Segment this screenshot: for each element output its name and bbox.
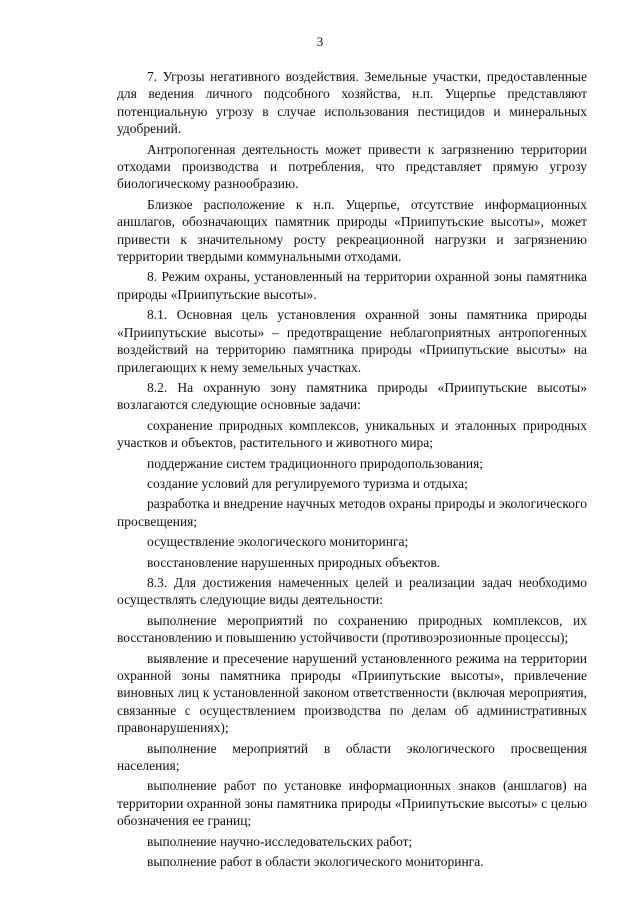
list-item: выполнение мероприятий в области экологического просвещения населения; (117, 740, 587, 774)
list-item: выполнение работ по установке информационных знаков (аншлагов) на территории охранной зоны памятника природы «Приипутьские высоты» с целью обозначения ее границ; (117, 778, 587, 829)
list-item: осуществление экологического мониторинга; (147, 534, 409, 550)
list-item: разработка и внедрение научных методов охраны природы и экологического просвещения; (117, 496, 587, 529)
paragraph: 7. Угрозы негативного воздействия. Земельные участки, предоставленные для ведения личного подсобного хозяйства, н.п. Ущерпье представляют потенциальную угрозу в случае использования пестицидов и минеральных удобрений. (117, 69, 587, 137)
paragraph: Антропогенная деятельность может привести к загрязнению территории отходами производства и потребления, что представляет прямую угрозу биологическому разнообразию. (117, 141, 587, 192)
list-item: сохранение природных комплексов, уникальных и эталонных природных участков и объектов, растительного и животного мира; (117, 417, 587, 451)
list-item: создание условий для регулируемого туризма и отдыха; (147, 475, 468, 491)
paragraph: 8.3. Для достижения намеченных целей и реализации задач необходимо осуществлять следующие виды деятельности: (117, 574, 587, 608)
list-item: выполнение научно-исследовательских работ; (147, 833, 413, 849)
list-item: выполнение мероприятий по сохранению природных комплексов, их восстановлению и повышению устойчивости (противоэрозионные процессы); (117, 612, 587, 646)
list-item: выполнение работ в области экологического мониторинга. (147, 854, 484, 870)
page-number: 3 (316, 34, 324, 49)
list-item: выявление и пресечение нарушений установленного режима на территории охранной зоны памятника природы «Приипутьские высоты», привлечение виновных лиц к установленной законом ответственности (включая мероприятия, связанные с осуществлением производства по делам об административных правонарушениях); (117, 650, 587, 736)
list-item: поддержание систем традиционного природопользования; (147, 455, 484, 471)
document-body (117, 68, 587, 873)
paragraph: 8.2. На охранную зону памятника природы «Приипутьские высоты» возлагаются следующие основные задачи: (117, 379, 587, 413)
paragraph: 8.1. Основная цель установления охранной зоны памятника природы «Приипутьские высоты» – предотвращение неблагоприятных антропогенных воздействий на территорию памятника природы «Приипутьские высоты» на прилегающих к нему земельных участках. (117, 307, 587, 375)
list-item: восстановление нарушенных природных объектов. (147, 554, 441, 570)
paragraph: Близкое расположение к н.п. Ущерпье, отсутствие информационных аншлагов, обозначающих памятник природы «Приипутьские высоты», может привести к значительному росту рекреационной нагрузки и загрязнению территории твердыми коммунальными отходами. (117, 196, 587, 265)
section-heading: 8. Режим охраны, установленный на территории охранной зоны памятника природы «Приипутьские высоты». (117, 269, 587, 302)
